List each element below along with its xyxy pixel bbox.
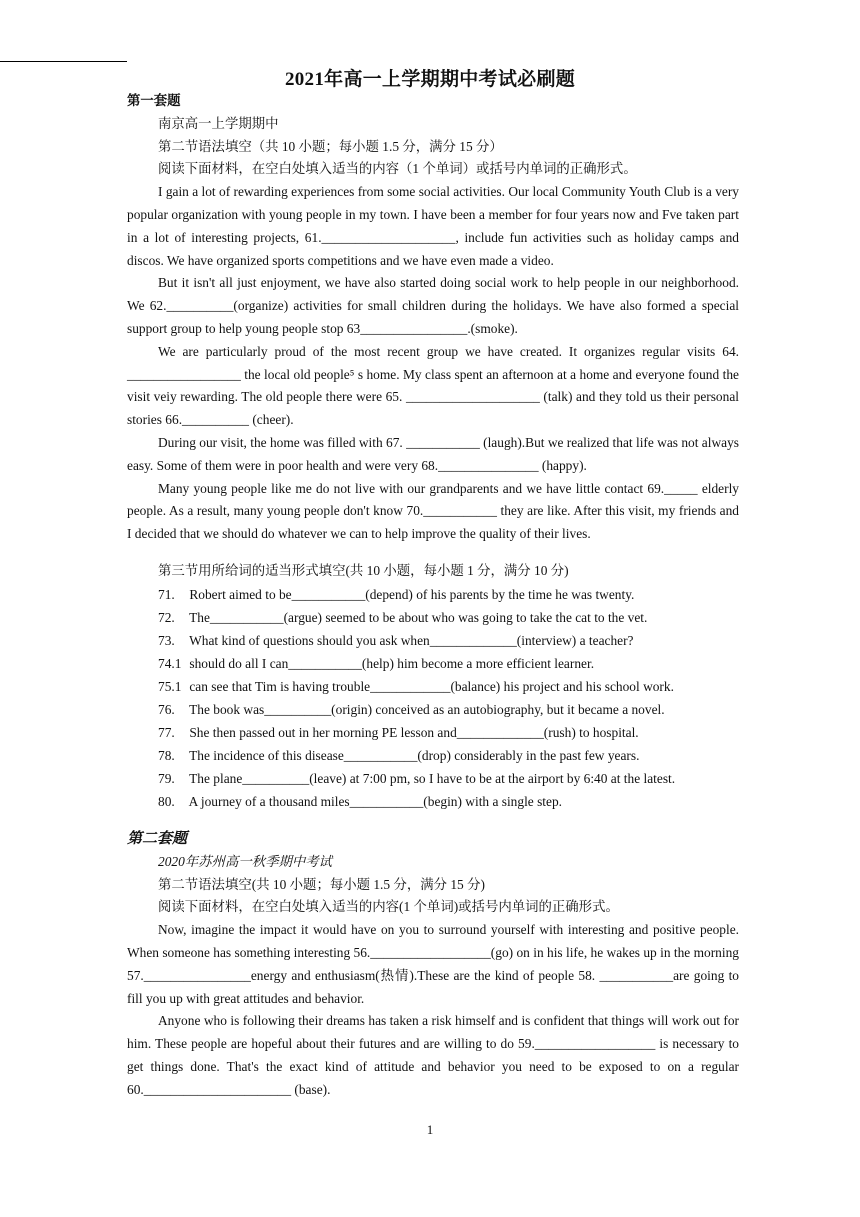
set2-source: 2020年苏州高一秋季期中考试 [158, 853, 333, 869]
question-item [127, 744, 739, 767]
question-item [127, 767, 739, 790]
question-text: The book was__________(origin) conceived as an autobiography, but it became a novel. [189, 701, 665, 717]
question-item [127, 698, 739, 721]
document-body [127, 90, 739, 1102]
set2-section2-title: 第二节语法填空(共 10 小题；每小题 1.5 分，满分 15 分) [158, 876, 485, 892]
question-item [127, 583, 739, 606]
set1-section2-title: 第二节语法填空（共 10 小题；每小题 1.5 分，满分 15 分） [158, 138, 503, 154]
question-text: The plane__________(leave) at 7:00 pm, so I have to be at the airport by 6:40 at the latest. [189, 770, 676, 786]
question-item [127, 652, 739, 675]
page-number: 1 [426, 1122, 434, 1137]
question-number: 71. [158, 586, 175, 602]
set2-heading: 第二套题 [127, 830, 188, 847]
question-text: A journey of a thousand miles___________(begin) with a single step. [188, 793, 563, 809]
question-item [127, 790, 739, 813]
question-item [127, 606, 739, 629]
set1-heading: 第一套题 [127, 93, 181, 108]
question-text: The___________(argue) seemed to be about who was going to take the cat to the vet. [189, 609, 648, 625]
set1-paragraph-4: During our visit, the home was filled with 67. ___________ (laugh).But we realized that life was not always easy. Some of them were in poor health and were very 68._______________ (happy). [127, 434, 739, 473]
question-number: 77. [158, 724, 175, 740]
set2-paragraph-2: Anyone who is following their dreams has taken a risk himself and is confident that things will work out for him. These people are hopeful about their futures and are willing to do 59.__________________ is necessary to get things done. That's the exact kind of attitude and behavior you need to be exposed to on a regular 60.______________________ (base). [127, 1013, 739, 1097]
set1-paragraph-2: But it isn't all just enjoyment, we have also started doing social work to help people in our neighborhood. We 62.__________(organize) activities for small children during the holidays. We have also formed a special support group to help young people stop 63________________.(smoke). [127, 275, 739, 336]
question-number: 76. [158, 701, 175, 717]
question-number: 79. [158, 770, 175, 786]
question-text: Robert aimed to be___________(depend) of his parents by the time he was twenty. [189, 586, 635, 602]
set1-source: 南京高一上学期期中 [158, 115, 279, 131]
question-item [127, 721, 739, 744]
set1-section3-title: 第三节用所给词的适当形式填空(共 10 小题，每小题 1 分，满分 10 分) [158, 562, 569, 578]
set1-paragraph-1: I gain a lot of rewarding experiences from some social activities. Our local Community Youth Club is a very popular organization with young people in my town. I have been a member for four years now and Fve taken part in a lot of interesting projects, 61.____________________, include fun activities such as holiday camps and discos. We have organized sports competitions and we have even made a video. [127, 184, 739, 268]
document-title: 2021年高一上学期期中考试必刷题 [284, 69, 576, 90]
question-number: 80. [158, 793, 175, 809]
header-rule [0, 61, 127, 62]
question-text: can see that Tim is having trouble____________(balance) his project and his school work. [189, 678, 674, 694]
set1-instruction: 阅读下面材料，在空白处填入适当的内容（1 个单词）或括号内单词的正确形式。 [158, 161, 637, 177]
question-number: 78. [158, 747, 175, 763]
question-text: She then passed out in her morning PE lesson and_____________(rush) to hospital. [189, 724, 639, 740]
question-text: The incidence of this disease___________(drop) considerably in the past few years. [189, 747, 640, 763]
set2-instruction: 阅读下面材料，在空白处填入适当的内容(1 个单词)或括号内单词的正确形式。 [158, 899, 619, 915]
question-item [127, 675, 739, 698]
set1-paragraph-5: Many young people like me do not live with our grandparents and we have little contact 69._____ elderly people. As a result, many young people don't know 70.___________ they are like. After this visit, my friends and I decided that we should do whatever we can to help improve the quality of their lives. [127, 480, 739, 542]
set2-paragraph-1: Now, imagine the impact it would have on you to surround yourself with interesting and positive people. When someone has something interesting 56.__________________(go) on in his life, he wakes up in the morning 57.________________energy and enthusiasm(热情).These are the kind of people 58. ___________are going to fill you up with great attitudes and behavior. [127, 922, 739, 1006]
question-number: 75.1 [158, 678, 182, 694]
question-text: What kind of questions should you ask when_____________(interview) a teacher? [189, 632, 634, 648]
question-item [127, 629, 739, 652]
question-number: 73. [158, 632, 175, 648]
set1-paragraph-3: We are particularly proud of the most recent group we have created. It organizes regular visits 64. _________________ the local old people⁵ s home. My class spent an afternoon at a home and everyone found the visit veiy rewarding. The old people there were 65. ____________________ (talk) and they told us their personal stories 66.__________ (cheer). [127, 343, 739, 428]
question-number: 74.1 [158, 655, 182, 671]
question-text: should do all I can___________(help) him become a more efficient learner. [189, 655, 595, 671]
question-number: 72. [158, 609, 175, 625]
